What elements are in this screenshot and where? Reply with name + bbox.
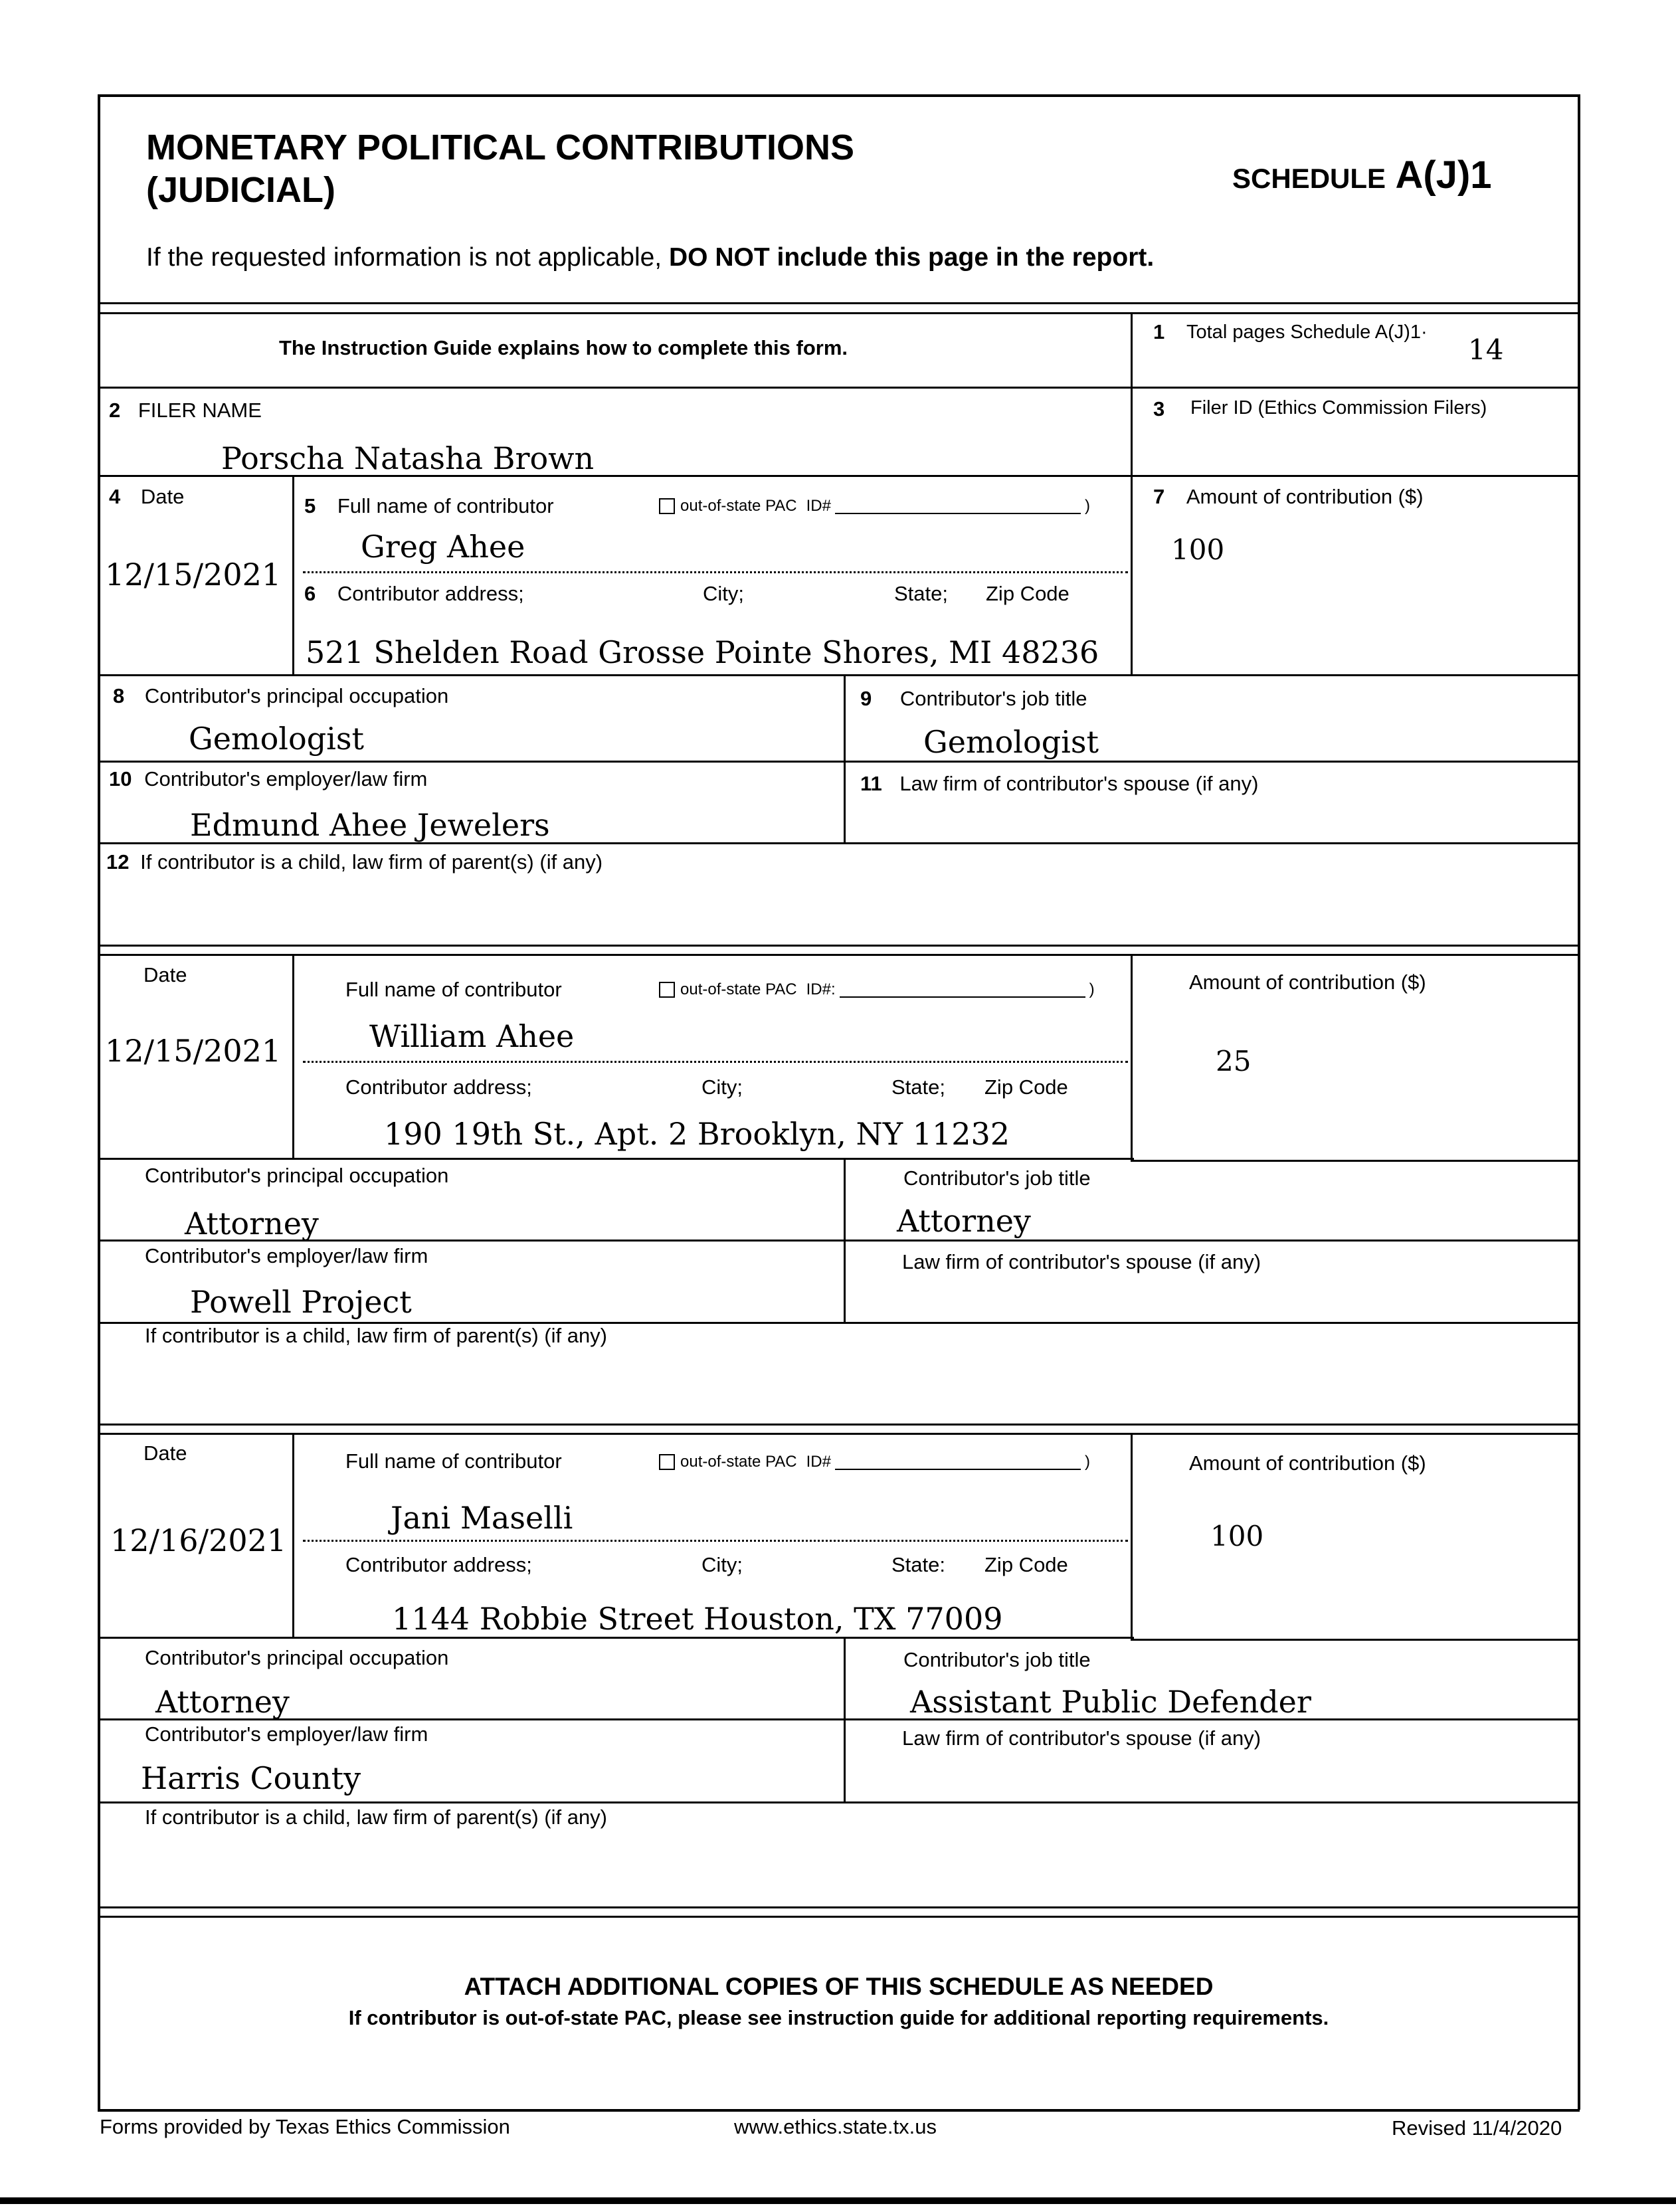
- filer-id-label: Filer ID (Ethics Commission Filers): [1190, 397, 1487, 418]
- c1-child-label-text: If contributor is a child, law firm of parent(s) (if any): [140, 850, 603, 874]
- c1-date: 12/15/2021: [105, 557, 282, 593]
- c1-name-label: [304, 494, 554, 518]
- c1-amount-label-text: Amount of contribution ($): [1186, 485, 1424, 508]
- c2-jobtitle-label: Contributor's job title: [903, 1166, 1091, 1190]
- c1-occupation-label: [113, 684, 448, 708]
- c3-employer: Harris County: [141, 1760, 361, 1796]
- footer-provided-by: Forms provided by Texas Ethics Commission: [100, 2115, 510, 2138]
- c3-name-dotline: [303, 1540, 1128, 1542]
- c2-jobtitle: Attorney: [897, 1203, 1031, 1239]
- c2-state-label: State;: [891, 1075, 945, 1099]
- c3-name: Jani Maselli: [391, 1500, 573, 1536]
- header-rule-2: [98, 312, 1580, 314]
- c1-pac-paren: ): [1085, 497, 1090, 515]
- c2-divider-amount: [1131, 954, 1133, 1160]
- c1-address-label-text: Contributor address;: [337, 582, 524, 605]
- field-number-4: 4: [109, 485, 121, 508]
- c3-occupation: Attorney: [155, 1684, 290, 1720]
- c1-jobtitle: Gemologist: [923, 724, 1099, 760]
- c1-rule-1268: [98, 842, 1580, 844]
- c2-name: William Ahee: [369, 1018, 575, 1054]
- c3-jobtitle-label: Contributor's job title: [903, 1648, 1091, 1671]
- field-number-10: 10: [109, 767, 132, 790]
- scan-edge-bar: [0, 2197, 1676, 2204]
- c2-date: 12/15/2021: [105, 1033, 282, 1069]
- c2-pac-id-input[interactable]: [840, 982, 1085, 998]
- c1-employer-label-text: Contributor's employer/law firm: [144, 767, 428, 790]
- instruction-text: The Instruction Guide explains how to complete this form.: [279, 336, 848, 359]
- c1-employer: Edmund Ahee Jewelers: [190, 807, 550, 843]
- c2-city-label: City;: [701, 1075, 743, 1099]
- applicability-note-prefix: If the requested information is not applicable,: [146, 243, 662, 272]
- c2-pac-id-label: ID#:: [806, 980, 836, 998]
- c1-spouse-label-text: Law firm of contributor's spouse (if any): [899, 772, 1259, 795]
- c3-jobtitle: Assistant Public Defender: [910, 1684, 1311, 1720]
- c3-employer-label: Contributor's employer/law firm: [145, 1722, 428, 1746]
- c2-amount: 25: [1216, 1045, 1252, 1077]
- c3-occupation-label: Contributor's principal occupation: [145, 1646, 449, 1669]
- c1-address-label: [304, 582, 524, 606]
- c2-rule-1746-right: [1131, 1160, 1580, 1162]
- c3-zip-label: Zip Code: [984, 1553, 1068, 1576]
- filer-name-label: FILER NAME: [138, 399, 262, 422]
- c1-divider-amount: [1131, 475, 1133, 674]
- c1-pac-label: out-of-state PAC: [680, 497, 797, 515]
- c3-address: 1144 Robbie Street Houston, TX 77009: [392, 1601, 1003, 1637]
- sep-2-a: [98, 1424, 1580, 1426]
- c3-pac: [659, 1453, 1090, 1471]
- footer-website[interactable]: www.ethics.state.tx.us: [734, 2115, 937, 2138]
- c3-rule-2464-left: [98, 1637, 1134, 1639]
- c3-address-label: Contributor address;: [345, 1553, 532, 1576]
- field-number-1: 1: [1153, 320, 1165, 343]
- c3-spouse-label: Law firm of contributor's spouse (if any): [902, 1726, 1261, 1750]
- c1-date-label-text: Date: [140, 485, 185, 508]
- c3-pac-paren: ): [1085, 1453, 1090, 1471]
- total-pages-label: Total pages Schedule A(J)1·: [1186, 322, 1428, 343]
- c1-zip-label: Zip Code: [986, 582, 1070, 605]
- c1-pac-id-label: ID#: [806, 497, 831, 515]
- c1-divider-mid: [844, 674, 846, 842]
- c2-amount-label: Amount of contribution ($): [1189, 970, 1426, 994]
- c2-date-label: Date: [143, 963, 187, 986]
- field-2: [109, 399, 262, 422]
- attach-copies-note: ATTACH ADDITIONAL COPIES OF THIS SCHEDULE AS NEEDED: [464, 1973, 1214, 2000]
- c2-spouse-label: Law firm of contributor's spouse (if any): [902, 1250, 1261, 1273]
- pac-instruction-note: If contributor is out-of-state PAC, please see instruction guide for additional reporting requirements.: [348, 2006, 1329, 2029]
- c3-pac-id-label: ID#: [806, 1453, 831, 1471]
- sep-1-a: [98, 945, 1580, 947]
- field-number-12: 12: [106, 850, 130, 874]
- c1-name-dotline: [303, 571, 1128, 573]
- c1-spouse-label: [860, 772, 1258, 796]
- form-title-line1: MONETARY POLITICAL CONTRIBUTIONS: [146, 128, 854, 167]
- schedule-word: SCHEDULE: [1232, 163, 1386, 194]
- c2-employer: Powell Project: [190, 1284, 412, 1320]
- footer-revised: Revised 11/4/2020: [1392, 2116, 1562, 2140]
- form-title: [146, 126, 854, 211]
- c1-rule-1015: [98, 674, 1580, 676]
- schedule-code: A(J)1: [1395, 153, 1492, 197]
- c3-state-label: State:: [891, 1553, 945, 1576]
- c1-address: 521 Shelden Road Grosse Pointe Shores, MI 48236: [306, 634, 1099, 670]
- c3-pac-id-input[interactable]: [835, 1454, 1081, 1470]
- c1-rule-1145: [98, 761, 1580, 763]
- sep-3-a: [98, 1906, 1580, 1908]
- c2-pac-label: out-of-state PAC: [680, 980, 797, 998]
- frame-top: [98, 94, 1580, 97]
- sep-2-b: [98, 1433, 1580, 1435]
- c3-divider-amount: [1131, 1433, 1133, 1639]
- frame-left: [98, 94, 100, 2110]
- filer-name-value: Porscha Natasha Brown: [221, 440, 595, 476]
- c3-pac-label: out-of-state PAC: [680, 1453, 797, 1471]
- schedule-id: [1232, 153, 1492, 197]
- c1-occupation-label-text: Contributor's principal occupation: [144, 684, 449, 707]
- c1-name-label-text: Full name of contributor: [337, 494, 554, 517]
- field-number-8: 8: [113, 684, 125, 707]
- c2-child-label: If contributor is a child, law firm of parent(s) (if any): [145, 1324, 608, 1347]
- c1-divider-date: [292, 475, 294, 674]
- divider-v-top: [1131, 312, 1133, 475]
- c1-jobtitle-label-text: Contributor's job title: [899, 687, 1087, 710]
- form-title-line2: (JUDICIAL): [146, 170, 335, 210]
- c3-date-label: Date: [143, 1441, 187, 1465]
- c2-name-dotline: [303, 1061, 1128, 1063]
- field-number-7: 7: [1153, 485, 1165, 508]
- field-number-11: 11: [860, 772, 882, 795]
- total-pages-value: 14: [1468, 333, 1504, 366]
- c3-child-label: If contributor is a child, law firm of parent(s) (if any): [145, 1805, 608, 1829]
- c2-occupation: Attorney: [185, 1206, 319, 1242]
- c3-date: 12/16/2021: [110, 1522, 287, 1558]
- field-number-9: 9: [860, 687, 872, 710]
- row-rule-715: [98, 475, 1580, 477]
- frame-right: [1578, 94, 1580, 2110]
- applicability-note-bold: DO NOT include this page in the report.: [668, 243, 1155, 272]
- row-rule-582: [98, 387, 1580, 389]
- c1-amount-label: [1153, 485, 1424, 509]
- c2-name-label: Full name of contributor: [345, 978, 562, 1001]
- c3-rule-2712: [98, 1801, 1580, 1803]
- c1-jobtitle-label: [860, 687, 1087, 711]
- sep-1-b: [98, 954, 1580, 956]
- c2-occupation-label: Contributor's principal occupation: [145, 1164, 449, 1187]
- c1-pac-checkbox[interactable]: [659, 498, 675, 514]
- c1-name: Greg Ahee: [361, 529, 525, 565]
- c1-pac-id-input[interactable]: [835, 498, 1081, 514]
- c1-state-label: State;: [894, 582, 948, 605]
- c2-address: 190 19th St., Apt. 2 Brooklyn, NY 11232: [384, 1116, 1010, 1152]
- c1-employer-label: [109, 767, 427, 791]
- c2-divider-date: [292, 954, 294, 1160]
- field-number-2: 2: [109, 399, 121, 422]
- field-number-5: 5: [304, 494, 316, 517]
- c3-amount-label: Amount of contribution ($): [1189, 1451, 1426, 1475]
- c3-pac-checkbox[interactable]: [659, 1454, 675, 1470]
- c3-amount: 100: [1210, 1520, 1264, 1552]
- field-number-3: 3: [1153, 397, 1165, 420]
- c3-city-label: City;: [701, 1553, 743, 1576]
- c2-rule-1866: [98, 1240, 1580, 1242]
- c1-pac: [659, 497, 1090, 515]
- sep-3-b: [98, 1916, 1580, 1918]
- c1-date-label: [109, 485, 184, 509]
- c2-pac: [659, 980, 1095, 999]
- frame-bottom: [98, 2109, 1580, 2112]
- c3-divider-date: [292, 1433, 294, 1639]
- applicability-note: [146, 243, 1154, 272]
- c2-rule-1743-left: [98, 1158, 1134, 1160]
- c1-occupation: Gemologist: [189, 721, 364, 757]
- field-number-6: 6: [304, 582, 316, 605]
- c1-child-label: [106, 850, 603, 874]
- c1-amount: 100: [1171, 533, 1225, 566]
- c3-rule-2587: [98, 1718, 1580, 1720]
- header-rule-1: [98, 302, 1580, 304]
- c3-name-label: Full name of contributor: [345, 1449, 562, 1473]
- c2-address-label: Contributor address;: [345, 1075, 532, 1099]
- c2-employer-label: Contributor's employer/law firm: [145, 1244, 428, 1267]
- c1-city-label: City;: [703, 582, 744, 605]
- c2-pac-paren: ): [1089, 980, 1095, 998]
- c3-rule-2467-right: [1131, 1639, 1580, 1641]
- c2-zip-label: Zip Code: [984, 1075, 1068, 1099]
- c2-pac-checkbox[interactable]: [659, 982, 675, 998]
